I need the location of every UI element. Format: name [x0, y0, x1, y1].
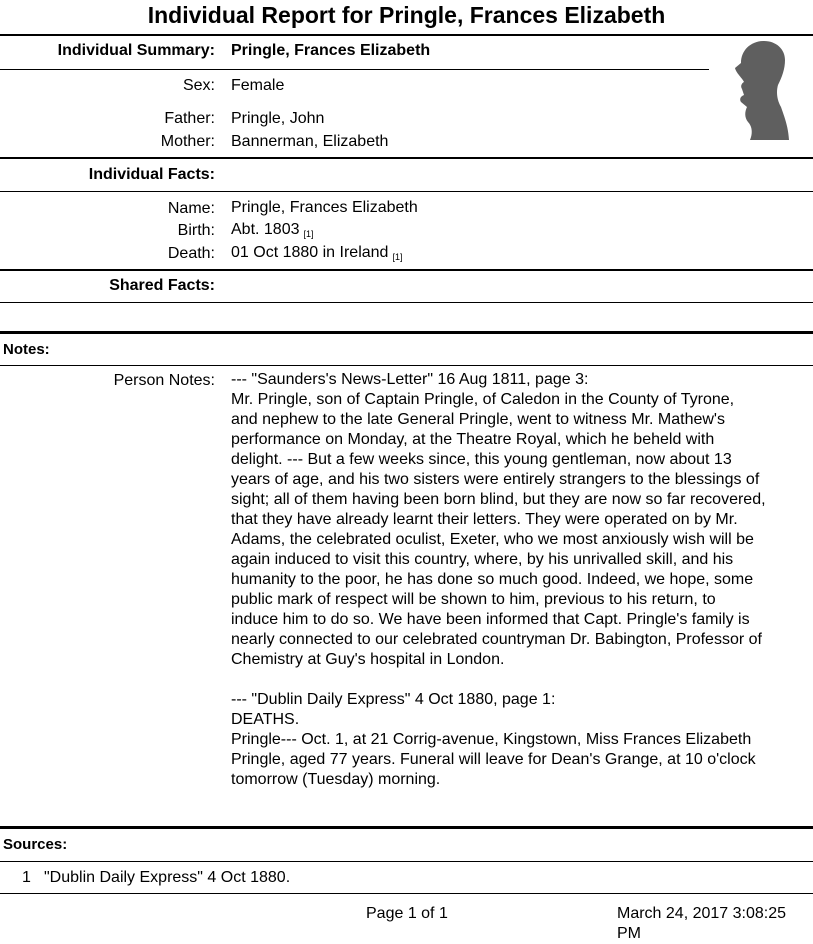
individual-facts-label: Individual Facts: [88, 166, 215, 183]
divider [0, 157, 813, 159]
birth-citation[interactable]: [1] [303, 229, 314, 239]
source-text[interactable]: "Dublin Daily Express" 4 Oct 1880. [44, 869, 291, 886]
father-label: Father: [164, 110, 215, 127]
fact-death-value [231, 243, 402, 267]
sex-value: Female [231, 77, 285, 94]
divider [0, 269, 813, 271]
fact-death-label: Death: [167, 245, 215, 262]
individual-summary-label: Individual Summary: [57, 42, 215, 59]
divider [0, 331, 813, 334]
divider [0, 861, 813, 862]
fact-birth-value [231, 220, 314, 244]
report-title: Individual Report for Pringle, Frances Elizabeth [147, 2, 666, 28]
divider [0, 191, 813, 192]
shared-facts-label: Shared Facts: [109, 277, 215, 294]
report-timestamp: March 24, 2017 3:08:25 PM [617, 905, 787, 942]
divider [0, 365, 813, 366]
father-value[interactable]: Pringle, John [231, 110, 325, 127]
divider [0, 826, 813, 829]
fact-name-value: Pringle, Frances Elizabeth [231, 199, 418, 216]
person-notes-text: --- "Saunders's News-Letter" 16 Aug 1811, page 3: Mr. Pringle, son of Captain Pringle, of Caledon in the County of Tyrone, and nephew to the late General Pringle, went to witness Mr. Mathew's performance on Monday, at the Theatre Royal, which he beheld with delight. --- But a few weeks since, this young gentleman, now about 13 years of age, and his two sisters were entirely strangers to the blessings of sight; all of them having been born blind, but they are now so far recovered, that they have already learnt their letters. They were operated on by Mr. Adams, the celebrated oculist, Exeter, who we most anxiously wish will be again induced to visit this country, where, by his unrivalled skill, and his humanity to the poor, he has done so much good. Indeed, we hope, some public mark of respect will be shown to him, previous to his return, to induce him to do so. We have been informed that Capt. Pringle's family is nearly connected to our celebrated countryman Dr. Babington, Professor of Chemistry at Guy's hospital in London. --- "Dublin Daily Express" 4 Oct 1880, page 1: DEATHS. Pringle--- Oct. 1, at 21 Corrig-avenue, Kingstown, Miss Frances Elizabeth Pringle, aged 77 years. Funeral will leave for Dean's Grange, at 10 o'clock tomorrow (Tuesday) morning. [231, 371, 766, 788]
source-number: 1 [22, 869, 31, 886]
sources-label: Sources: [3, 836, 68, 853]
mother-value[interactable]: Bannerman, Elizabeth [231, 133, 389, 150]
person-notes-label: Person Notes: [113, 372, 215, 389]
summary-name: Pringle, Frances Elizabeth [231, 42, 431, 59]
divider [0, 302, 813, 303]
fact-name-label: Name: [167, 200, 215, 217]
divider [0, 34, 813, 36]
female-silhouette-icon [733, 40, 791, 147]
page-number: Page 1 of 1 [366, 905, 448, 922]
sex-label: Sex: [182, 77, 215, 94]
divider [0, 893, 813, 894]
notes-label: Notes: [3, 341, 50, 358]
death-citation[interactable]: [1] [392, 252, 403, 262]
divider [0, 69, 709, 70]
birth-date: Abt. 1803 [231, 221, 300, 238]
fact-birth-label: Birth: [177, 222, 215, 239]
death-date-place: 01 Oct 1880 in Ireland [231, 244, 389, 261]
mother-label: Mother: [160, 133, 215, 150]
